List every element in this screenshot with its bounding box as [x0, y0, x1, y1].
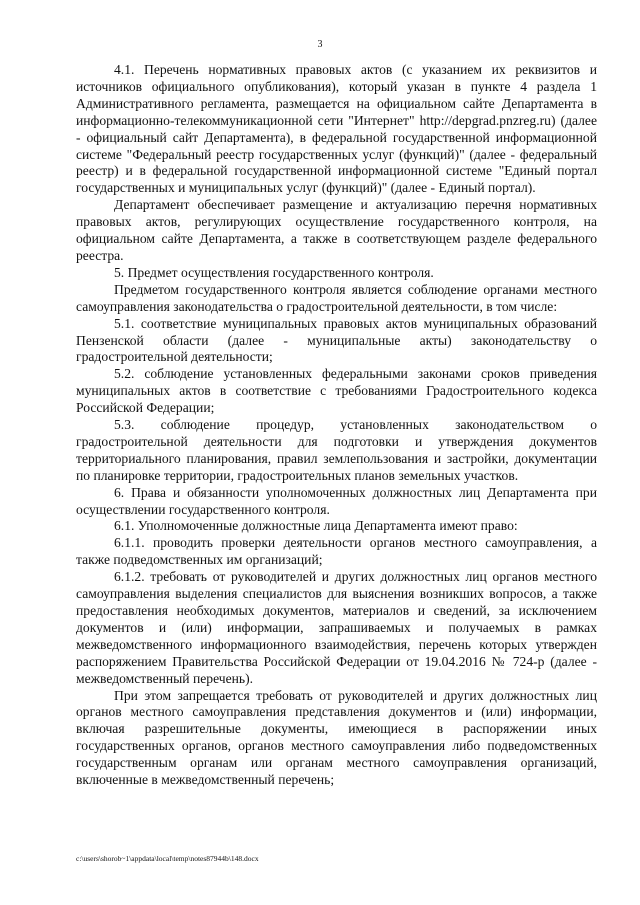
paragraph-5-1: 5.1. соответствие муниципальных правовых актов муниципальных образований Пензенской области (далее - муниципальные акты) законодательству о градостроительной деятельности;	[76, 315, 597, 365]
document-body	[76, 62, 597, 789]
paragraph-5-2: 5.2. соблюдение установленных федеральными законами сроков приведения муниципальных актов в соответствие с требованиями Градостроительного кодекса Российской Федерации;	[76, 366, 597, 416]
paragraph-4-1: 4.1. Перечень нормативных правовых актов (с указанием их реквизитов и источников официального опубликования), который указан в пункте 4 раздела 1 Административного регламента, размещается на официальном сайте Департамента в информационно-телекоммуникационной сети "Интернет" http://depgrad.pnzreg.ru) (далее - официальный сайт Департамента), в федеральной государственной информационной системе "Федеральный реестр государственных услуг (функций)" (далее - федеральный реестр) и в федеральной государственной информационной системе "Единый портал государственных и муниципальных услуг (функций)" (далее - Единый портал).	[76, 62, 597, 196]
paragraph-6-1-1: 6.1.1. проводить проверки деятельности органов местного самоуправления, а также подведомственных им организаций;	[76, 535, 597, 568]
footer-file-path: c:\users\shorob~1\appdata\local\temp\notes87944b\148.docx	[76, 854, 259, 863]
section-5-heading: 5. Предмет осуществления государственного контроля.	[114, 264, 434, 280]
page-number: 3	[317, 39, 323, 50]
paragraph-prohibition: При этом запрещается требовать от руководителей и других должностных лиц органов местного самоуправления представления документов и (или) информации, включая разрешительные документы, имеющиеся в распоряжении иных государственных органов, органов местного самоуправления либо подведомственных государственным органам или органам местного самоуправления организаций, включенные в межведомственный перечень;	[76, 687, 597, 788]
section-6-heading: 6. Права и обязанности уполномоченных должностных лиц Департамента при осуществлении государственного контроля.	[76, 484, 597, 517]
paragraph-5-3: 5.3. соблюдение процедур, установленных законодательством о градостроительной деятельности для подготовки и утверждения документов территориального планирования, правил землепользования и застройки, документации по планировке территории, градостроительных планов земельных участков.	[76, 417, 597, 483]
paragraph-department-publication: Департамент обеспечивает размещение и актуализацию перечня нормативных правовых актов, регулирующих осуществление государственного контроля, на официальном сайте Департамента, а также в соответствующем разделе федерального реестра.	[76, 197, 597, 263]
paragraph-6-1: 6.1. Уполномоченные должностные лица Департамента имеют право:	[114, 518, 518, 534]
paragraph-6-1-2: 6.1.2. требовать от руководителей и других должностных лиц органов местного самоуправления выделения специалистов для выяснения возникших вопросов, а также предоставления необходимых документов, материалов и сведений, за исключением документов и (или) информации, запрашиваемых и получаемых в рамках межведомственного информационного взаимодействия, перечень которых утвержден распоряжением Правительства Российской Федерации от 19.04.2016 № 724-р (далее - межведомственный перечень).	[76, 569, 597, 686]
paragraph-subject-of-control: Предметом государственного контроля является соблюдение органами местного самоуправления законодательства о градостроительной деятельности, в том числе:	[76, 281, 597, 314]
